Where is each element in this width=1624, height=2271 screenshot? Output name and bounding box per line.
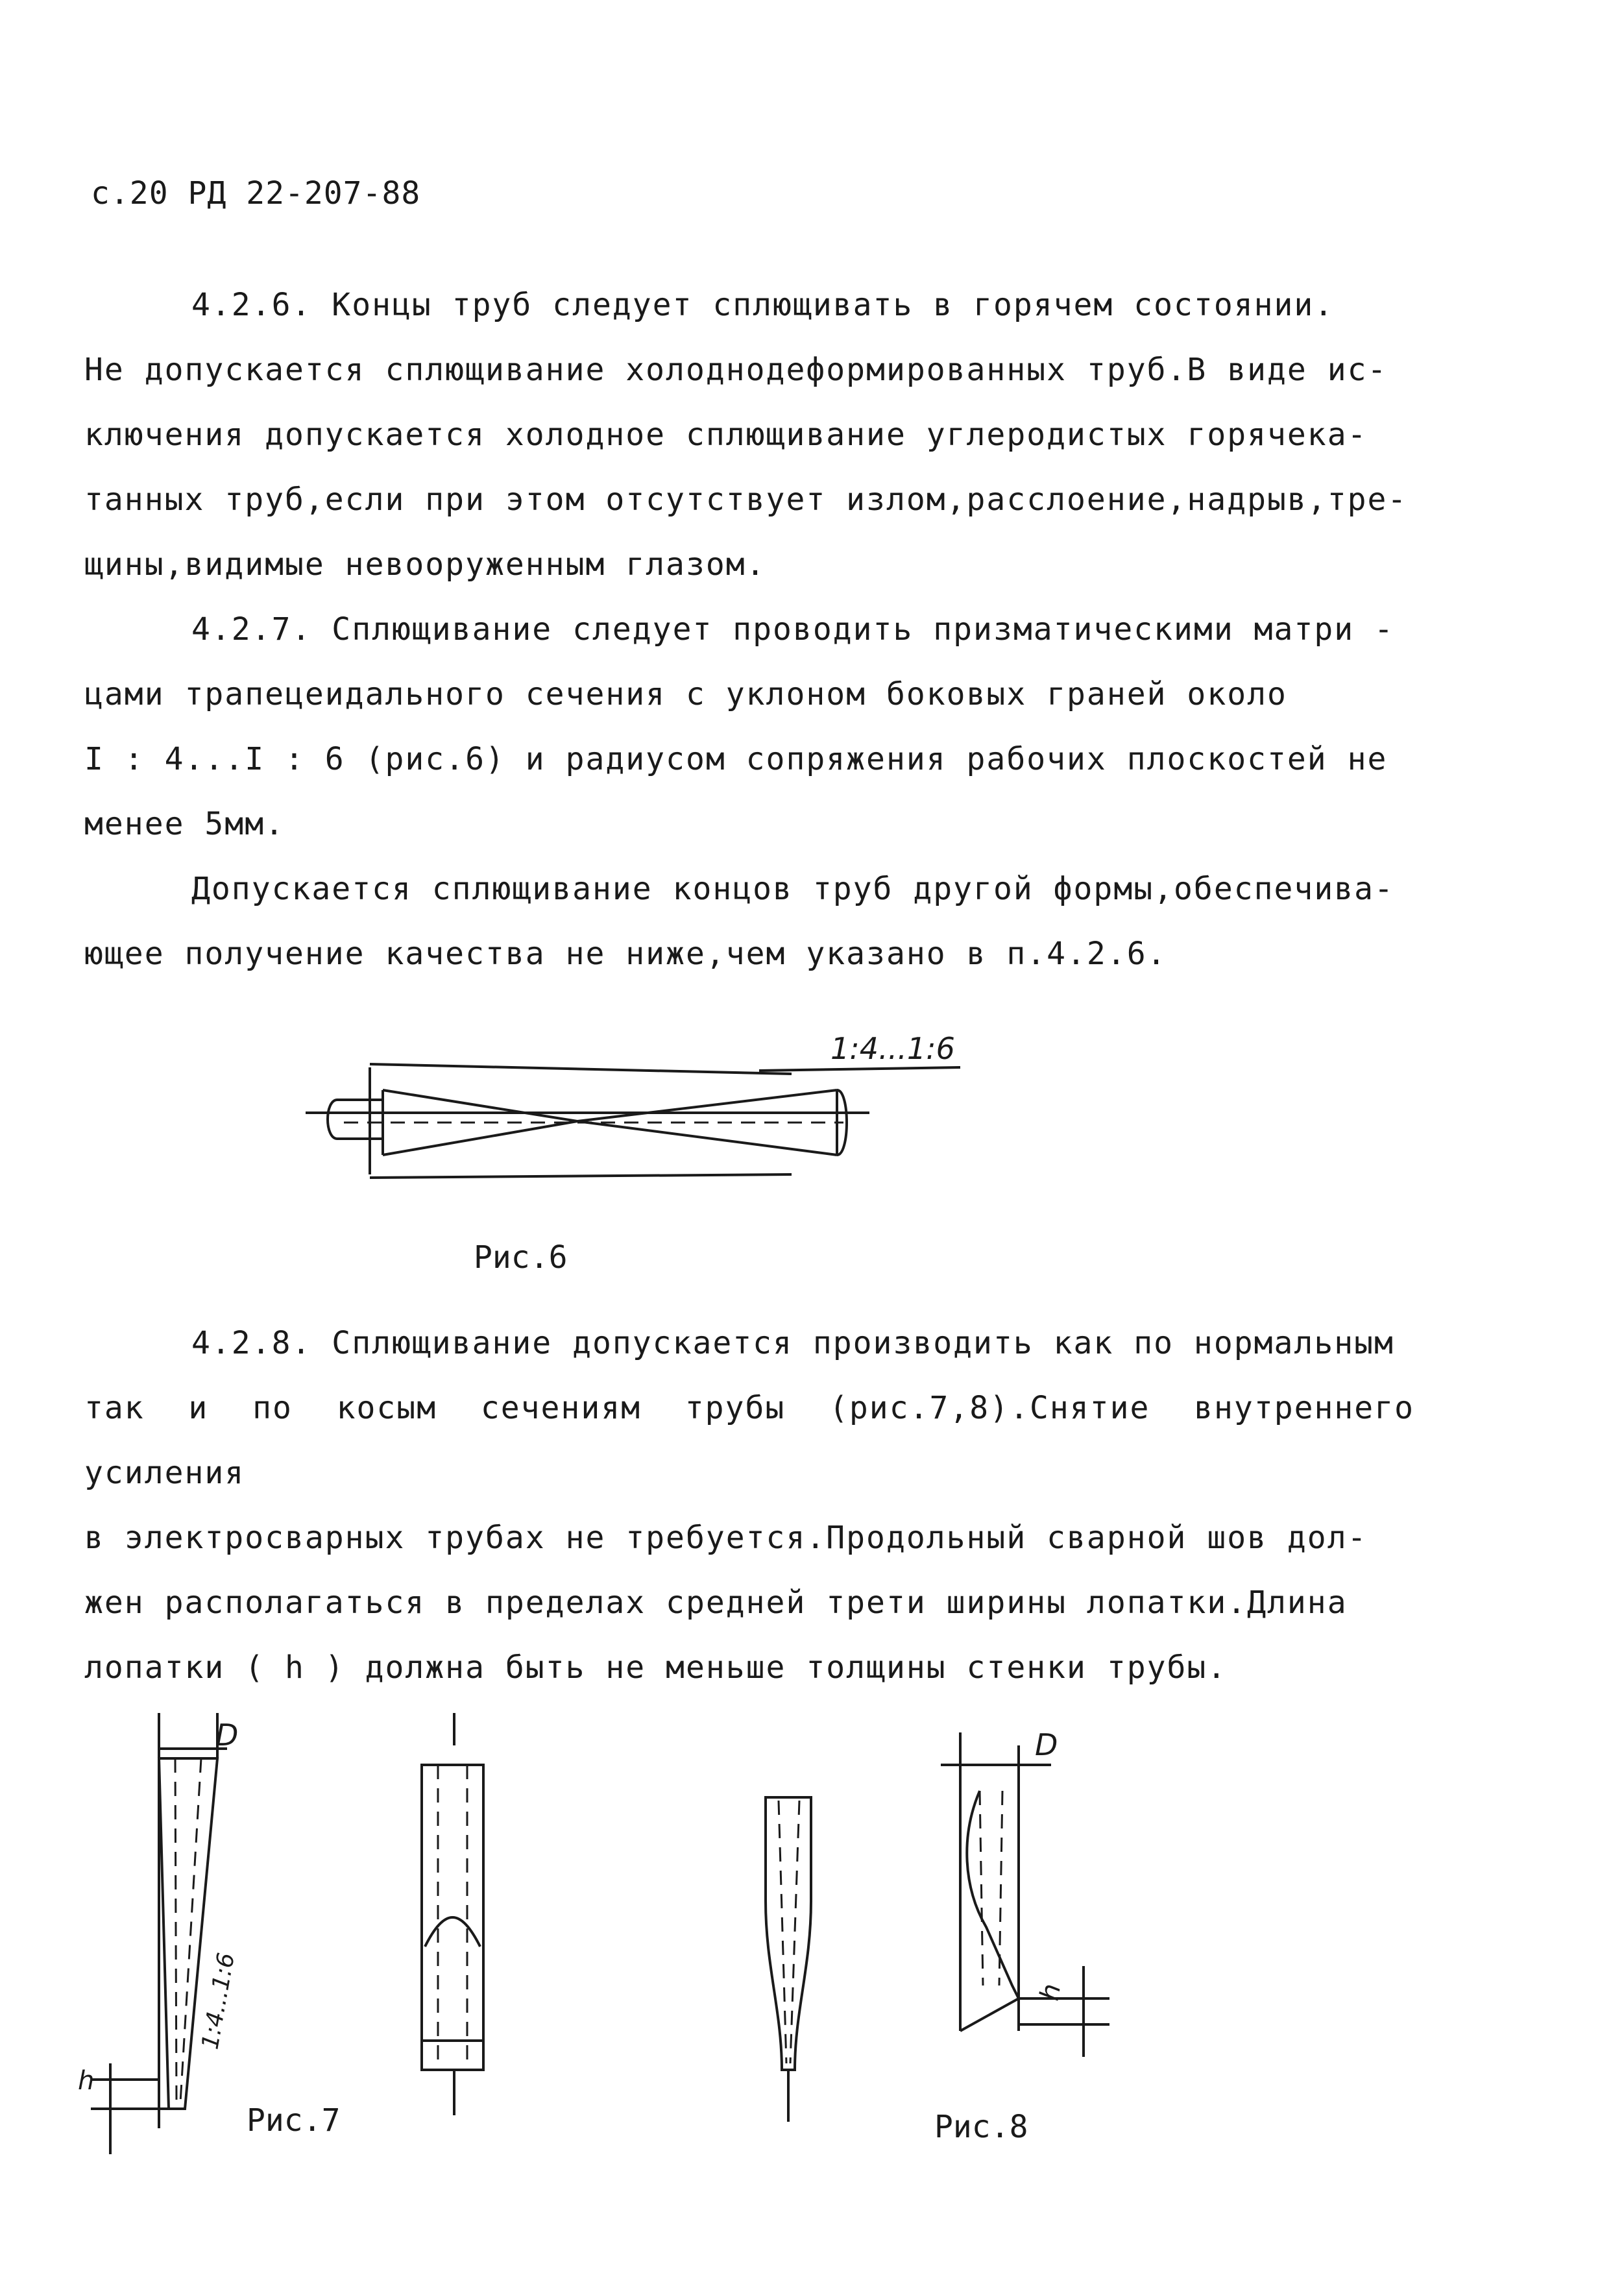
text-line: Не допускается сплющивание холоднодеформированных труб.В виде ис- xyxy=(84,352,1388,388)
figure-6-drawing xyxy=(305,1025,1019,1220)
text-line: в электросварных трубах не требуется.Продольный сварной шов дол- xyxy=(84,1520,1368,1556)
figure-6-caption: Рис.6 xyxy=(474,1239,568,1276)
text-line: так и по косым сечениям трубы (рис.7,8).Снятие внутреннего усиления xyxy=(84,1390,1414,1491)
figure-8-drawing-b xyxy=(908,1694,1129,2096)
text-line: жен располагаться в пределах средней трети ширины лопатки.Длина xyxy=(84,1585,1348,1621)
text-line: ключения допускается холодное сплющивание углеродистых горячека- xyxy=(84,417,1368,453)
text-line: 4.2.6. Концы труб следует сплющивать в горячем состоянии. xyxy=(191,287,1335,323)
section-4-2-8 xyxy=(84,1311,1414,1700)
text-line: танных труб,если при этом отсутствует излом,расслоение,надрыв,тре- xyxy=(84,481,1408,518)
figure-7-h-label: h xyxy=(78,2066,95,2096)
text-line: щины,видимые невооруженным глазом. xyxy=(84,546,766,583)
section-4-2-6 xyxy=(84,273,1414,597)
text-line: цами трапецеидального сечения с уклоном боковых граней около xyxy=(84,676,1287,712)
figure-8-h-label: h xyxy=(1034,1981,1067,2003)
text-line: лопатки ( h ) должна быть не меньше толщины стенки трубы. xyxy=(84,1649,1228,1686)
text-line: 4.2.7. Сплющивание следует проводить призматическими матри - xyxy=(191,611,1394,648)
figure-6-slope-label: 1:4...1:6 xyxy=(830,1031,955,1066)
page-header: с.20 РД 22-207-88 xyxy=(91,175,421,212)
figure-8-drawing-a xyxy=(746,1784,850,2128)
section-4-2-7 xyxy=(84,597,1414,856)
text-line: I : 4...I : 6 (рис.6) и радиусом сопряжения рабочих плоскостей не xyxy=(84,741,1388,777)
figure-7-drawing-a xyxy=(65,1700,337,2154)
text-line: менее 5мм. xyxy=(84,806,285,842)
text-line: Допускается сплющивание концов труб другой формы,обеспечива- xyxy=(191,871,1394,907)
figure-8-caption: Рис.8 xyxy=(934,2109,1028,2145)
figure-7-caption: Рис.7 xyxy=(247,2102,341,2139)
section-4-2-7-addendum xyxy=(84,856,1414,986)
figure-7-slope-label: 1:4...1:6 xyxy=(197,1950,240,2052)
figure-8-D-label: D xyxy=(1035,1727,1058,1762)
figure-7-drawing-b xyxy=(409,1713,513,2115)
figure-7-D-label: D xyxy=(215,1718,239,1753)
text-line: ющее получение качества не ниже,чем указано в п.4.2.6. xyxy=(84,936,1167,972)
text-line: 4.2.8. Сплющивание допускается производить как по нормальным xyxy=(191,1325,1394,1361)
